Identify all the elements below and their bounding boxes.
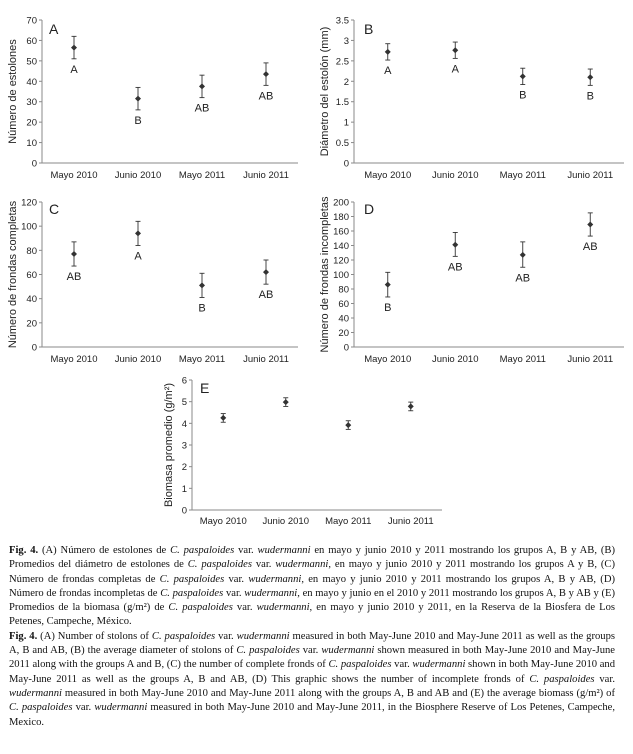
y-tick-label: 40 — [26, 294, 37, 306]
group-label: B — [586, 90, 594, 103]
caption-segment: wudermanni — [9, 687, 62, 699]
caption-segment: var. — [224, 573, 249, 585]
caption-segment: (A) Number of stolons of — [37, 630, 152, 642]
group-label: A — [384, 65, 392, 78]
y-tick-label: 1.5 — [335, 97, 349, 109]
data-point — [520, 252, 526, 258]
data-point — [199, 83, 205, 89]
y-tick-label: 10 — [26, 138, 37, 150]
caption-segment: var. — [391, 659, 413, 671]
caption-segment: wudermanni — [256, 602, 310, 614]
panel-letter: C — [49, 201, 60, 217]
y-tick-label: 0 — [343, 158, 349, 170]
caption-text-en — [9, 631, 615, 728]
group-label: A — [451, 63, 459, 76]
y-tick-label: 3 — [181, 440, 187, 452]
group-label: B — [384, 301, 392, 314]
x-tick-label: Junio 2011 — [387, 516, 434, 527]
chart-panel-c — [0, 192, 310, 367]
caption-segment: , en mayo y junio 2010 y 2011 mostrando los grupos A y B, (C) Número de frondas completas de — [9, 559, 615, 585]
x-tick-label: Junio 2010 — [432, 354, 479, 365]
data-point — [452, 47, 458, 53]
y-tick-label: 40 — [338, 313, 349, 325]
caption-segment: shown in both May-June 2010 and May-June 2011 as well as the groups A, B and AB, (D) This graphic shows the number of incomplete fronds of — [9, 659, 615, 685]
caption-segment: , en mayo y junio en el 2010 y 2011 mostrando los grupos A, B y AB y (E) Promedios de la biomasa (g/m²) de — [9, 587, 616, 614]
chart-panel-b — [312, 0, 633, 185]
y-tick-label: 60 — [338, 299, 349, 310]
y-tick-label: 4 — [181, 418, 187, 430]
data-point — [520, 73, 526, 79]
data-point — [199, 282, 205, 288]
group-label: AB — [194, 102, 210, 115]
panel-letter: D — [364, 201, 375, 217]
caption-segment: measured in both May-June 2010 and May-June 2011, in the Biosphere Reserve of Los Petenes, Campeche, Mexico. — [9, 702, 615, 728]
y-tick-label: 20 — [26, 117, 37, 129]
caption-segment: (A) Número de estolones de — [38, 545, 171, 556]
chart-panel-d — [312, 192, 633, 367]
y-tick-label: 6 — [181, 375, 187, 387]
caption-segment: C. paspaloides — [170, 545, 235, 556]
y-tick-label: 2 — [181, 462, 187, 474]
y-tick-label: 5 — [181, 397, 187, 409]
chart-panel-e — [160, 370, 450, 530]
data-point — [385, 282, 391, 288]
chart-c-svg — [0, 192, 310, 367]
x-tick-label: Junio 2010 — [262, 516, 309, 527]
caption-segment: , en mayo y junio 2010 y 2011, en la Reserva de la Biosfera de Los Petenes, Campeche, México. — [9, 602, 616, 628]
y-tick-label: 80 — [26, 245, 37, 257]
y-tick-label: 100 — [21, 221, 37, 233]
caption-segment: var. — [251, 559, 276, 571]
group-label: AB — [258, 289, 274, 302]
y-axis-title: Número de frondas completas — [7, 200, 19, 349]
y-tick-label: 30 — [26, 97, 37, 109]
data-point — [385, 49, 391, 55]
caption-segment: measured in both May-June 2010 and May-June 2011 along with the groups A, B and AB and (E) the average biomass (g/m²) of — [61, 687, 615, 699]
caption-segment: wudermanni — [257, 545, 311, 556]
chart-panel-a — [0, 0, 310, 185]
caption-fig-label-en: Fig. 4. — [9, 630, 38, 642]
y-axis-title: Biomasa promedio (g/m²) — [163, 382, 175, 508]
chart-b-svg — [312, 0, 633, 185]
y-tick-label: 2.5 — [335, 56, 349, 68]
y-tick-label: 0 — [343, 342, 349, 354]
y-tick-label: 80 — [338, 284, 349, 296]
x-tick-label: Junio 2011 — [567, 170, 614, 181]
x-tick-label: Mayo 2010 — [364, 170, 412, 181]
caption-segment: C. paspaloides — [187, 559, 252, 571]
x-tick-label: Mayo 2010 — [199, 516, 247, 527]
data-point — [220, 415, 226, 421]
y-tick-label: 0.5 — [335, 138, 349, 150]
x-tick-label: Mayo 2010 — [50, 170, 98, 181]
data-point — [408, 403, 414, 409]
y-axis-title: Número de estolones — [7, 39, 19, 144]
x-tick-label: Mayo 2010 — [50, 354, 98, 365]
caption-segment: wudermanni — [412, 659, 466, 671]
data-point — [135, 96, 141, 102]
caption-segment: var. — [234, 545, 258, 556]
y-tick-label: 180 — [333, 212, 349, 223]
group-label: AB — [258, 90, 274, 103]
x-tick-label: Junio 2011 — [243, 354, 289, 365]
data-point — [135, 230, 141, 236]
x-tick-label: Mayo 2011 — [325, 516, 372, 527]
x-tick-label: Mayo 2011 — [499, 170, 546, 181]
x-tick-label: Junio 2010 — [432, 170, 479, 181]
data-point — [587, 74, 593, 80]
y-tick-label: 2 — [343, 76, 349, 88]
caption-segment: en mayo y junio 2010 y 2011 mostrando los grupos A, B y AB, (B) Promedios del diámetro de estolones de — [9, 545, 615, 571]
caption-segment: C. paspaloides — [9, 702, 73, 714]
caption-segment: wudermanni — [244, 587, 298, 599]
y-tick-label: 200 — [333, 197, 349, 209]
y-axis-title: Número de frondas incompletas — [319, 196, 331, 353]
y-tick-label: 0 — [31, 342, 37, 354]
y-tick-label: 60 — [26, 270, 37, 281]
data-point — [71, 251, 77, 257]
group-label: B — [198, 302, 206, 315]
y-tick-label: 70 — [26, 15, 37, 27]
data-point — [452, 242, 458, 248]
caption-segment: wudermanni — [321, 645, 375, 657]
caption-segment: C. paspaloides — [159, 573, 225, 585]
x-tick-label: Junio 2010 — [114, 170, 162, 181]
y-tick-label: 60 — [26, 35, 37, 47]
caption-text-es — [9, 545, 615, 627]
caption-segment: wudermanni — [275, 559, 329, 571]
panel-letter: A — [49, 21, 59, 37]
caption-spanish — [9, 544, 615, 630]
caption-segment: , en mayo y junio 2010 y 2011 mostrando los grupos A, B y AB, (D) Número de frondas incompletas de — [9, 573, 616, 599]
y-tick-label: 3.5 — [335, 15, 349, 27]
caption-segment: C. paspaloides — [168, 602, 233, 614]
y-tick-label: 0 — [31, 158, 37, 170]
x-tick-label: Junio 2010 — [114, 354, 162, 365]
data-point — [283, 399, 289, 405]
x-tick-label: Junio 2011 — [243, 170, 289, 181]
group-label: B — [134, 114, 142, 127]
y-tick-label: 120 — [333, 255, 349, 267]
x-tick-label: Mayo 2010 — [364, 354, 412, 365]
caption-segment: wudermanni — [236, 630, 290, 642]
figure-caption — [9, 544, 615, 730]
y-axis-title: Diámetro del estolón (mm) — [319, 26, 331, 157]
caption-segment: shown measured in both May-June 2010 and May-June 2011 along with the groups A and B, (C) the number of complete fronds of — [9, 645, 616, 671]
caption-segment: C. paspaloides — [151, 630, 216, 642]
data-point — [263, 71, 269, 77]
caption-segment: var. — [299, 645, 322, 657]
caption-segment: var. — [232, 602, 257, 614]
caption-segment: C. paspaloides — [529, 673, 595, 685]
caption-segment: var. — [594, 673, 615, 685]
y-tick-label: 20 — [26, 318, 37, 330]
group-label: A — [70, 63, 78, 76]
caption-fig-label-es: Fig. 4. — [9, 545, 39, 556]
group-label: AB — [66, 271, 82, 284]
y-tick-label: 160 — [333, 226, 349, 238]
data-point — [587, 221, 593, 227]
x-tick-label: Mayo 2011 — [178, 354, 226, 365]
group-label: A — [134, 250, 142, 263]
group-label: AB — [582, 241, 598, 254]
caption-segment: var. — [72, 702, 95, 714]
caption-segment: wudermanni — [248, 573, 302, 585]
y-tick-label: 1 — [343, 117, 349, 129]
y-tick-label: 1 — [181, 483, 187, 495]
caption-segment: wudermanni — [94, 702, 148, 714]
data-point — [71, 45, 77, 51]
y-tick-label: 120 — [21, 197, 37, 209]
group-label: B — [519, 89, 527, 102]
panel-letter: B — [364, 21, 374, 37]
caption-segment: var. — [223, 587, 245, 599]
caption-segment: var. — [215, 630, 237, 642]
caption-segment: C. paspaloides — [236, 645, 300, 657]
y-tick-label: 100 — [333, 270, 349, 281]
x-tick-label: Mayo 2011 — [178, 170, 226, 181]
y-tick-label: 40 — [26, 76, 37, 88]
y-tick-label: 3 — [343, 35, 349, 47]
x-tick-label: Junio 2011 — [567, 354, 614, 365]
panel-letter: E — [200, 380, 210, 396]
y-tick-label: 20 — [338, 328, 349, 339]
data-point — [345, 422, 351, 428]
caption-segment: C. paspaloides — [328, 659, 392, 671]
caption-segment: measured in both May-June 2010 and May-June 2011 as well as the groups A, B and AB, (B) the average diameter of stolons of — [9, 630, 615, 657]
y-tick-label: 140 — [333, 241, 349, 252]
chart-e-svg — [160, 370, 450, 530]
caption-english — [9, 630, 615, 730]
group-label: AB — [515, 272, 531, 285]
y-tick-label: 50 — [26, 56, 37, 68]
caption-segment: C. paspaloides — [160, 587, 224, 599]
x-tick-label: Mayo 2011 — [499, 354, 546, 365]
data-point — [263, 269, 269, 275]
chart-a-svg — [0, 0, 310, 185]
group-label: AB — [447, 261, 463, 274]
y-tick-label: 0 — [181, 505, 187, 517]
chart-d-svg — [312, 192, 633, 367]
